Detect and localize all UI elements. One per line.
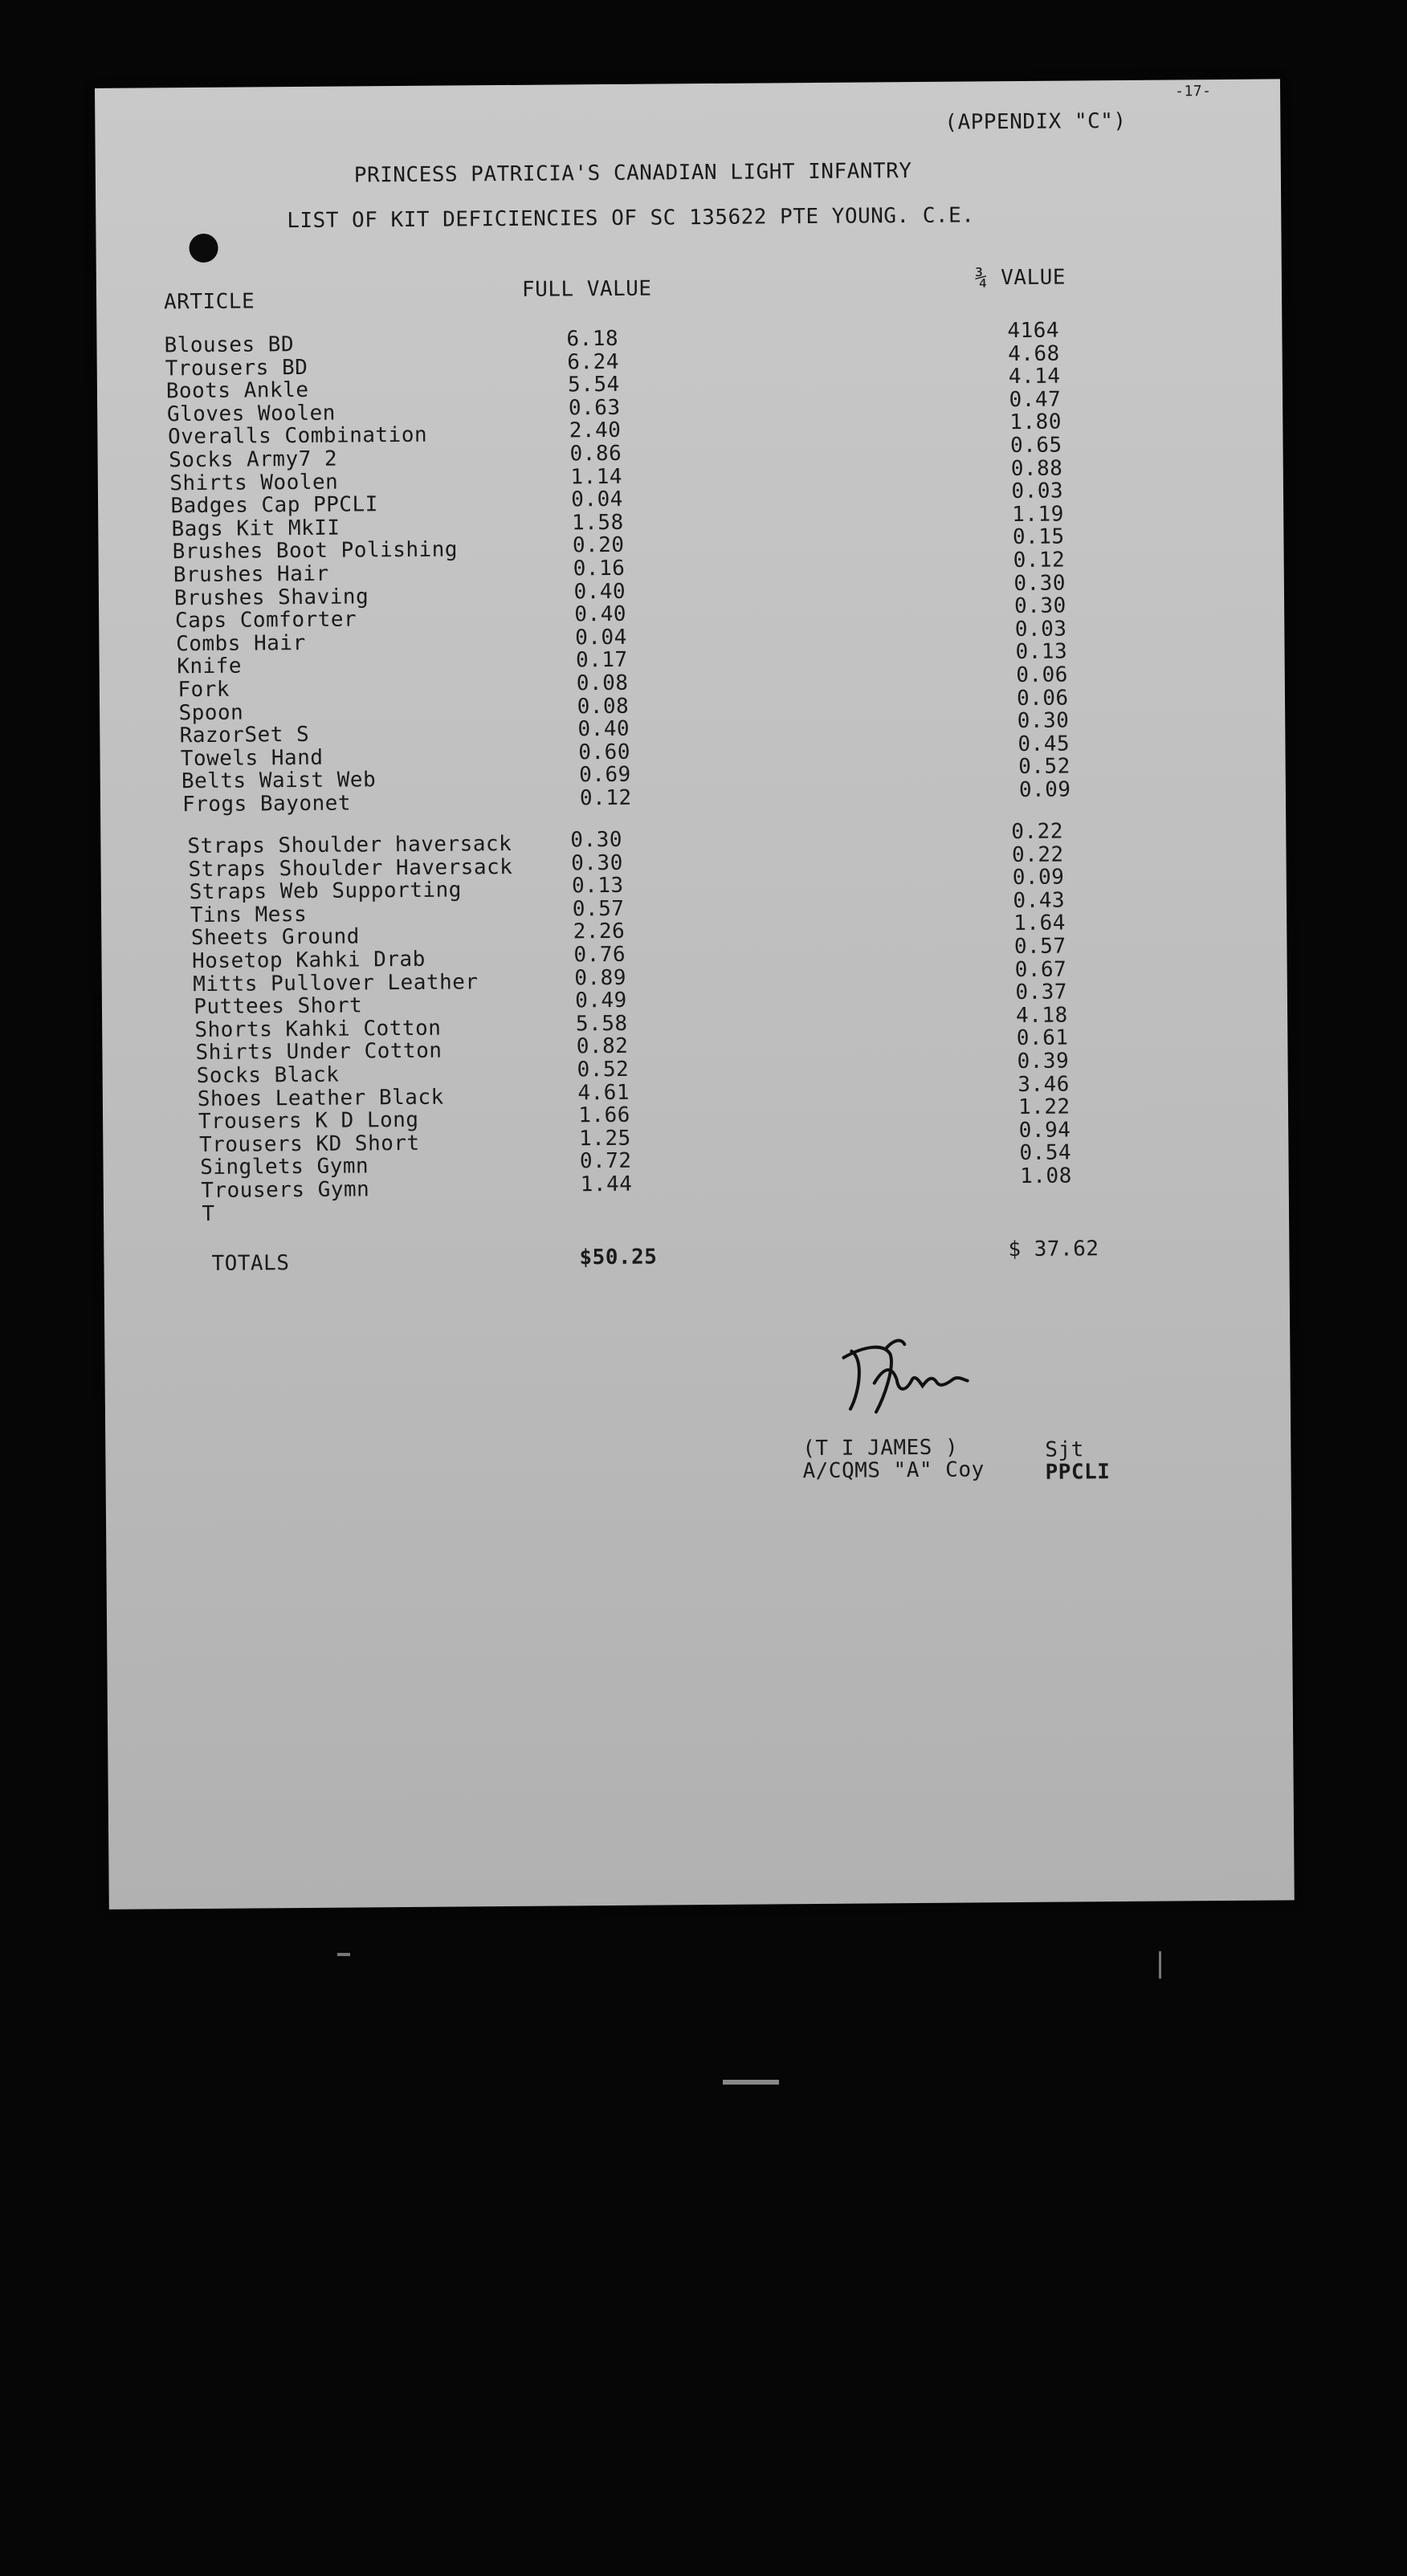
full-value: 2.40 <box>569 418 622 443</box>
article-name: Combs Hair <box>176 630 306 657</box>
quarter-value: 0.03 <box>1011 479 1064 504</box>
full-value: 0.13 <box>571 874 624 899</box>
article-name: Straps Shoulder Haversack <box>188 854 513 882</box>
article-name: Trousers BD <box>165 355 308 381</box>
document-sheet <box>95 79 1295 1910</box>
article-name: Towels Hand <box>180 745 324 771</box>
quarter-value: 0.43 <box>1013 888 1066 913</box>
full-value: 0.30 <box>571 850 623 875</box>
full-value: 5.58 <box>575 1011 628 1037</box>
page-number: -17- <box>1174 83 1212 100</box>
article-name: Overalls Combination <box>167 423 428 450</box>
quarter-value: 1.80 <box>1009 410 1062 435</box>
article-name: Shoes Leather Black <box>197 1085 444 1111</box>
full-value: 0.52 <box>577 1057 630 1082</box>
article-name: Straps Shoulder haversack <box>187 831 512 859</box>
quarter-value: 1.64 <box>1013 911 1066 936</box>
signatory-unit: PPCLI <box>1045 1460 1111 1485</box>
film-mark <box>723 2080 779 2085</box>
quarter-value: 4.18 <box>1015 1003 1068 1028</box>
article-name: Gloves Woolen <box>166 401 336 427</box>
full-value: 0.04 <box>571 487 623 512</box>
full-value: 2.26 <box>573 919 626 944</box>
full-value: 0.60 <box>578 740 631 765</box>
full-value: 0.89 <box>574 965 627 990</box>
article-name: Brushes Boot Polishing <box>172 537 459 565</box>
full-value: 4.61 <box>577 1080 630 1105</box>
full-value: 1.58 <box>571 510 624 536</box>
full-value: 5.54 <box>567 373 620 397</box>
article-name: Shorts Kahki Cotton <box>194 1016 442 1042</box>
quarter-value: 0.03 <box>1014 617 1067 642</box>
full-value: 0.82 <box>576 1034 629 1059</box>
appendix-label: (APPENDIX "C") <box>944 108 1127 135</box>
quarter-value: 0.37 <box>1015 980 1068 1005</box>
signatory-rank: Sjt <box>1045 1437 1084 1462</box>
article-name: Puttees Short <box>194 993 363 1020</box>
quarter-value: 0.09 <box>1018 777 1071 802</box>
quarter-value: 0.94 <box>1018 1118 1071 1143</box>
totals-label: TOTALS <box>211 1251 290 1276</box>
punch-hole <box>189 234 218 263</box>
article-name: Fork <box>177 677 230 703</box>
full-value: 0.40 <box>577 716 630 742</box>
full-value: 0.30 <box>570 827 623 853</box>
quarter-value: 0.65 <box>1009 433 1062 459</box>
full-value: 1.14 <box>570 464 623 489</box>
quarter-value: 0.30 <box>1013 593 1066 619</box>
article-name: Straps Web Supporting <box>189 878 463 905</box>
article-name: Belts Waist Web <box>181 768 377 794</box>
quarter-value: 4.68 <box>1008 341 1060 366</box>
article-name: Badges Cap PPCLI <box>170 492 378 519</box>
article-name: Caps Comforter <box>174 607 357 634</box>
quarter-value: 0.13 <box>1015 639 1068 665</box>
article-name: Trousers KD Short <box>198 1131 420 1157</box>
quarter-value: 0.09 <box>1012 865 1065 891</box>
quarter-value: 0.47 <box>1009 387 1062 412</box>
quarter-value: 0.57 <box>1013 934 1066 960</box>
full-value: 0.08 <box>576 670 629 696</box>
article-name: Socks Black <box>196 1062 340 1089</box>
quarter-value: 0.52 <box>1018 754 1071 780</box>
quarter-value: 1.08 <box>1020 1164 1072 1188</box>
full-value: 6.18 <box>566 326 619 352</box>
full-value: 0.63 <box>568 395 621 421</box>
unit-heading: PRINCESS PATRICIA'S CANADIAN LIGHT INFANTRY <box>353 159 912 188</box>
article-name: Brushes Shaving <box>173 584 369 610</box>
full-value: 0.86 <box>569 441 622 467</box>
totals-full-value: $50.25 <box>579 1245 658 1270</box>
article-name: Tins Mess <box>190 902 308 927</box>
article-name: Shirts Under Cotton <box>195 1039 442 1066</box>
article-name: Shirts Woolen <box>169 470 339 495</box>
article-name: Knife <box>177 654 243 679</box>
quarter-value: 0.61 <box>1016 1025 1069 1051</box>
full-value: 0.12 <box>579 785 632 811</box>
article-name: Frogs Bayonet <box>181 791 352 817</box>
full-value: 0.40 <box>574 602 627 627</box>
article-name: Mitts Pullover Leather <box>193 969 479 997</box>
full-value: 6.24 <box>567 349 620 374</box>
article-name: Hosetop Kahki Drab <box>191 947 426 974</box>
quarter-value: 3.46 <box>1018 1072 1071 1097</box>
signatory-position: A/CQMS "A" Coy <box>802 1457 985 1484</box>
quarter-value: 4164 <box>1007 318 1060 344</box>
article-name: Singlets Gymn <box>200 1154 369 1180</box>
article-name: Socks Army7 2 <box>169 446 338 473</box>
article-name: Trousers K D Long <box>198 1108 419 1135</box>
full-value: 1.25 <box>578 1126 631 1151</box>
full-value: 0.40 <box>573 579 626 604</box>
quarter-value: 0.15 <box>1012 524 1065 550</box>
film-mark <box>337 1953 350 1956</box>
full-value: 0.04 <box>575 625 627 650</box>
full-value: 0.76 <box>573 942 626 968</box>
signature-scrawl <box>827 1334 1013 1424</box>
signatory-name: (T I JAMES ) <box>802 1435 959 1461</box>
header-article: ARTICLE <box>163 289 255 315</box>
quarter-value: 1.19 <box>1012 502 1064 527</box>
full-value: 0.49 <box>575 988 627 1013</box>
article-name: Blouses BD <box>164 332 295 358</box>
full-value: 1.44 <box>580 1172 633 1197</box>
header-full-value: FULL VALUE <box>521 276 652 302</box>
full-value: 0.20 <box>572 533 625 558</box>
document-title: LIST OF KIT DEFICIENCIES OF SC 135622 PTE YOUNG. C.E. <box>287 203 975 234</box>
full-value: 0.08 <box>577 694 630 719</box>
article-name: Boots Ankle <box>165 378 309 404</box>
full-value: 0.57 <box>572 896 625 922</box>
article-name: Trousers Gymn <box>201 1177 370 1204</box>
quarter-value: 0.06 <box>1016 662 1069 688</box>
quarter-value: 4.14 <box>1008 364 1061 389</box>
quarter-value: 0.88 <box>1010 456 1063 481</box>
article-name: Brushes Hair <box>173 561 329 588</box>
full-value: 0.16 <box>573 556 626 581</box>
film-mark <box>1159 1951 1161 1979</box>
quarter-value: 0.22 <box>1011 819 1064 845</box>
quarter-value: 0.67 <box>1014 957 1067 982</box>
quarter-value: 0.45 <box>1018 732 1071 756</box>
quarter-value: 0.22 <box>1011 842 1064 867</box>
full-value: 0.69 <box>579 763 631 788</box>
quarter-value: 0.06 <box>1016 686 1069 711</box>
article-name: RazorSet S <box>179 723 310 748</box>
article-name: Sheets Ground <box>190 924 361 951</box>
totals-quarter-value: $ 37.62 <box>1008 1237 1099 1262</box>
quarter-value: 0.54 <box>1019 1140 1072 1166</box>
article-name: T <box>202 1201 215 1226</box>
quarter-value: 0.30 <box>1013 571 1066 596</box>
article-name: Spoon <box>178 700 244 725</box>
full-value: 0.17 <box>575 648 628 673</box>
full-value: 0.72 <box>579 1149 632 1174</box>
full-value: 1.66 <box>578 1103 630 1128</box>
article-name: Bags Kit MkII <box>171 516 341 542</box>
header-quarter-value: ¾ VALUE <box>974 265 1066 291</box>
quarter-value: 1.22 <box>1018 1094 1071 1120</box>
quarter-value: 0.12 <box>1013 548 1066 573</box>
quarter-value: 0.39 <box>1017 1049 1070 1074</box>
quarter-value: 0.30 <box>1017 708 1070 734</box>
